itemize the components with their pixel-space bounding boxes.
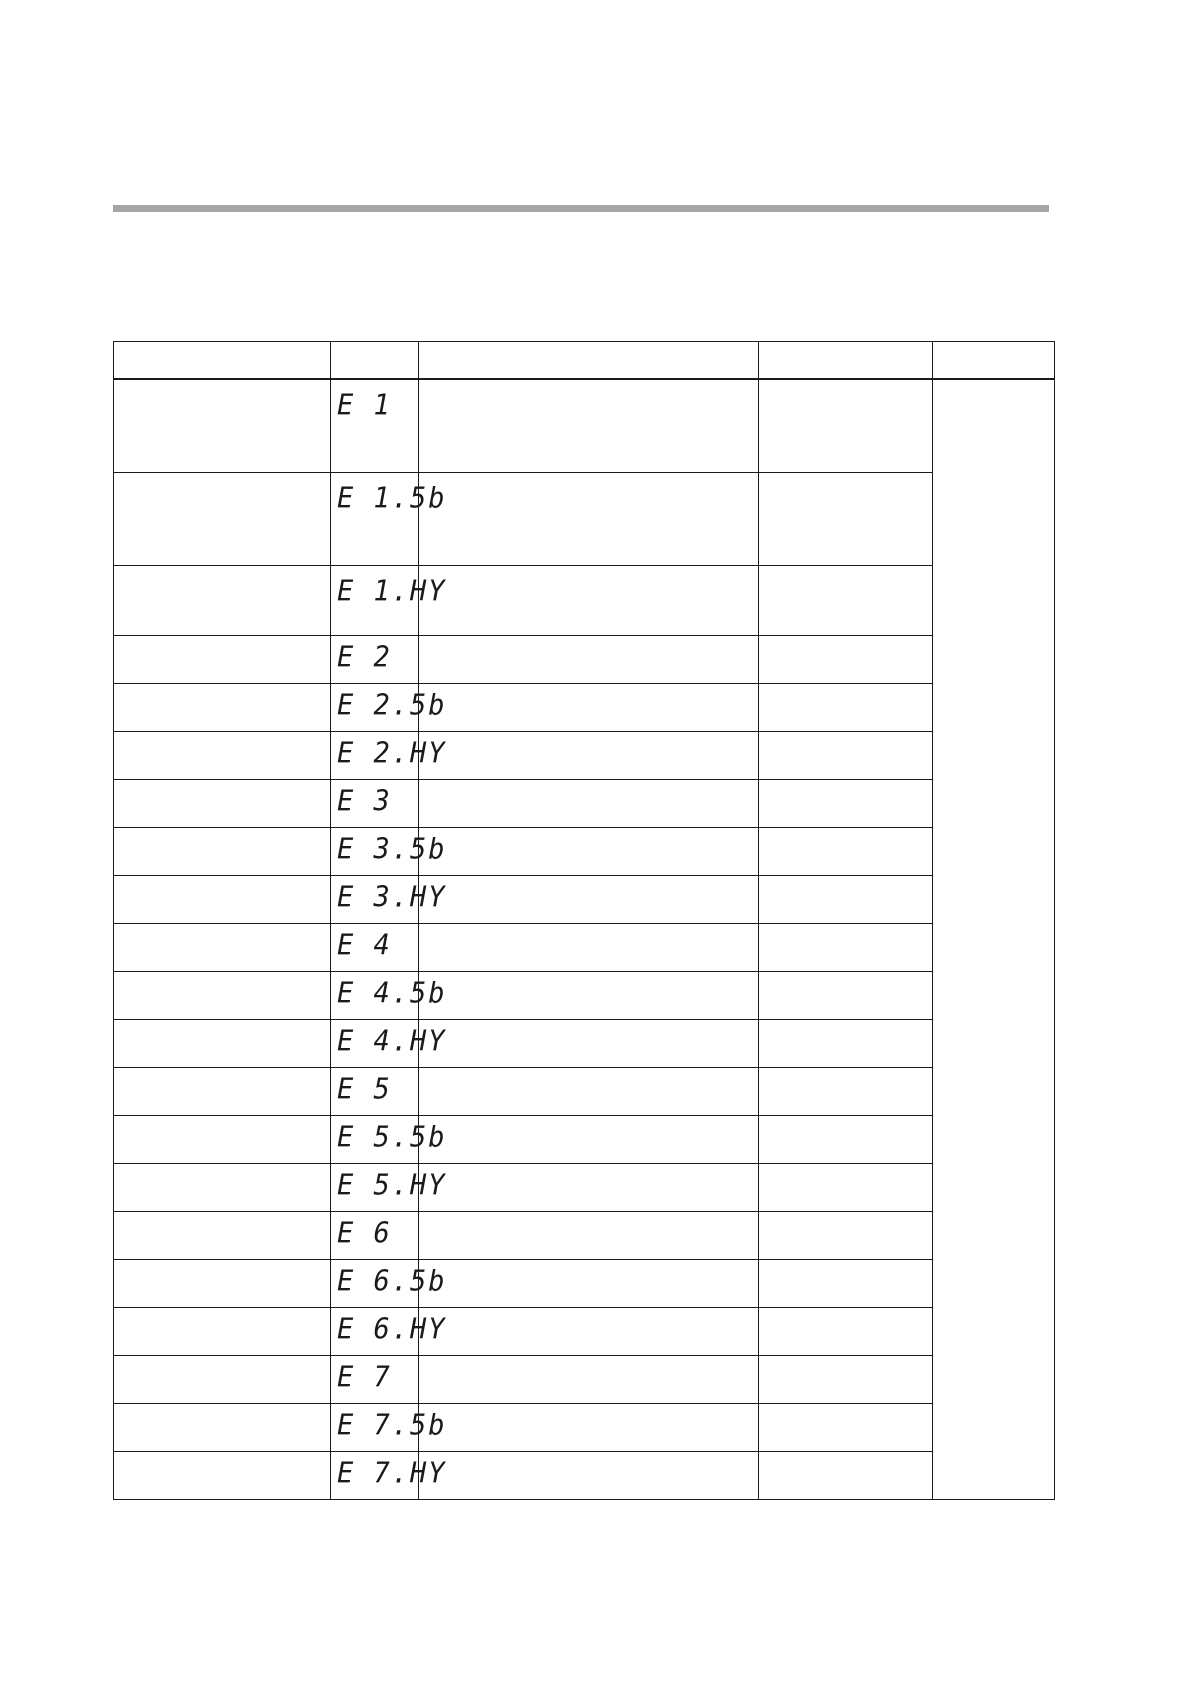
table-row	[114, 827, 1055, 875]
row-description-cell	[419, 1403, 759, 1451]
row-action-cell	[759, 1307, 933, 1355]
row-name-cell	[114, 635, 331, 683]
row-code-cell	[331, 683, 447, 731]
error-code-table-container	[113, 341, 1049, 1500]
row-description-cell	[419, 1067, 759, 1115]
column-header-3	[419, 342, 759, 380]
row-code-cell	[331, 1403, 447, 1451]
row-action-cell	[759, 683, 933, 731]
segment-code: E 5	[337, 1072, 392, 1106]
row-name-cell	[114, 875, 331, 923]
row-name-cell	[114, 379, 331, 472]
row-code-cell	[331, 1451, 447, 1499]
segment-code: E 1.5b	[337, 481, 447, 515]
row-description-cell	[419, 565, 759, 635]
segment-code: E 2.HY	[337, 736, 447, 770]
row-name-cell	[114, 1163, 331, 1211]
row-code-cell	[331, 1019, 447, 1067]
table-row	[114, 1307, 1055, 1355]
row-action-cell	[759, 1259, 933, 1307]
row-action-cell	[759, 379, 933, 472]
table-row	[114, 683, 1055, 731]
row-action-cell	[759, 1163, 933, 1211]
table-row	[114, 731, 1055, 779]
row-name-cell	[114, 1451, 331, 1499]
row-code-cell	[331, 1211, 419, 1259]
segment-code: E 5.5b	[337, 1120, 447, 1154]
table-row	[114, 1115, 1055, 1163]
row-action-cell	[759, 565, 933, 635]
table-row	[114, 1259, 1055, 1307]
row-description-cell	[419, 779, 759, 827]
header-rule	[113, 205, 1049, 212]
segment-code: E 4	[337, 928, 392, 962]
column-header-5	[933, 342, 1055, 380]
row-description-cell	[419, 472, 759, 565]
segment-code: E 1	[337, 389, 392, 423]
row-description-cell	[419, 1355, 759, 1403]
segment-code: E 3.5b	[337, 832, 447, 866]
row-action-cell	[759, 1115, 933, 1163]
segment-code: E 7	[337, 1360, 392, 1394]
table-row	[114, 1067, 1055, 1115]
row-name-cell	[114, 1019, 331, 1067]
row-code-cell	[331, 1115, 447, 1163]
row-name-cell	[114, 1259, 331, 1307]
table-row	[114, 875, 1055, 923]
segment-code: E 6	[337, 1216, 392, 1250]
row-description-cell	[419, 875, 759, 923]
segment-code: E 2.5b	[337, 688, 447, 722]
row-code-cell	[331, 827, 447, 875]
row-action-cell	[759, 472, 933, 565]
table-row	[114, 1211, 1055, 1259]
row-action-cell	[759, 1403, 933, 1451]
table-row	[114, 1019, 1055, 1067]
row-name-cell	[114, 1115, 331, 1163]
row-code-cell	[331, 565, 447, 635]
table-row	[114, 971, 1055, 1019]
table-row	[114, 923, 1055, 971]
segment-code: E 3.HY	[337, 880, 447, 914]
row-action-cell	[759, 1355, 933, 1403]
row-name-cell	[114, 472, 331, 565]
table-row	[114, 379, 1055, 472]
row-description-cell	[419, 1163, 759, 1211]
row-name-cell	[114, 971, 331, 1019]
segment-code: E 6.5b	[337, 1264, 447, 1298]
row-name-cell	[114, 1307, 331, 1355]
row-description-cell	[419, 1211, 759, 1259]
row-code-cell	[331, 379, 419, 472]
segment-code: E 7.5b	[337, 1408, 447, 1442]
row-name-cell	[114, 1067, 331, 1115]
row-description-cell	[419, 827, 759, 875]
row-action-cell	[759, 1211, 933, 1259]
row-name-cell	[114, 565, 331, 635]
row-name-cell	[114, 1403, 331, 1451]
row-description-cell	[419, 379, 759, 472]
row-code-cell	[331, 875, 447, 923]
row-description-cell	[419, 1307, 759, 1355]
row-action-cell	[759, 923, 933, 971]
segment-code: E 1.HY	[337, 574, 447, 608]
row-code-cell	[331, 635, 419, 683]
segment-code: E 7.HY	[337, 1456, 447, 1490]
row-code-cell	[331, 1307, 447, 1355]
segment-code: E 3	[337, 784, 392, 818]
segment-code: E 6.HY	[337, 1312, 447, 1346]
row-code-cell	[331, 731, 447, 779]
row-code-cell	[331, 1163, 447, 1211]
row-action-cell	[759, 635, 933, 683]
row-action-cell	[759, 1019, 933, 1067]
row-action-cell	[759, 971, 933, 1019]
row-action-cell	[759, 1067, 933, 1115]
table-row	[114, 1403, 1055, 1451]
row-name-cell	[114, 1211, 331, 1259]
row-action-cell	[759, 875, 933, 923]
row-code-cell	[331, 923, 419, 971]
row-code-cell	[331, 1355, 419, 1403]
row-code-cell	[331, 779, 419, 827]
row-description-cell	[419, 1259, 759, 1307]
table-row	[114, 472, 1055, 565]
table-row	[114, 1355, 1055, 1403]
table-row	[114, 779, 1055, 827]
row-description-cell	[419, 683, 759, 731]
row-name-cell	[114, 779, 331, 827]
row-action-cell	[759, 1451, 933, 1499]
row-name-cell	[114, 683, 331, 731]
table-row	[114, 1451, 1055, 1499]
table-row	[114, 1163, 1055, 1211]
table-row	[114, 565, 1055, 635]
segment-code: E 4.HY	[337, 1024, 447, 1058]
table-row	[114, 635, 1055, 683]
table-header-row	[114, 342, 1055, 380]
row-action-cell	[759, 827, 933, 875]
row-description-cell	[419, 1451, 759, 1499]
error-code-table	[113, 341, 1055, 1500]
merged-remarks-cell	[933, 379, 1055, 1499]
row-name-cell	[114, 731, 331, 779]
row-action-cell	[759, 731, 933, 779]
column-header-4	[759, 342, 933, 380]
row-name-cell	[114, 827, 331, 875]
row-code-cell	[331, 1067, 419, 1115]
row-code-cell	[331, 971, 447, 1019]
row-description-cell	[419, 1019, 759, 1067]
column-header-2	[331, 342, 419, 380]
row-code-cell	[331, 1259, 447, 1307]
row-name-cell	[114, 1355, 331, 1403]
row-description-cell	[419, 971, 759, 1019]
row-code-cell	[331, 472, 447, 565]
row-description-cell	[419, 1115, 759, 1163]
segment-code: E 5.HY	[337, 1168, 447, 1202]
row-action-cell	[759, 779, 933, 827]
row-description-cell	[419, 635, 759, 683]
segment-code: E 4.5b	[337, 976, 447, 1010]
row-description-cell	[419, 731, 759, 779]
row-name-cell	[114, 923, 331, 971]
segment-code: E 2	[337, 640, 392, 674]
column-header-1	[114, 342, 331, 380]
row-description-cell	[419, 923, 759, 971]
